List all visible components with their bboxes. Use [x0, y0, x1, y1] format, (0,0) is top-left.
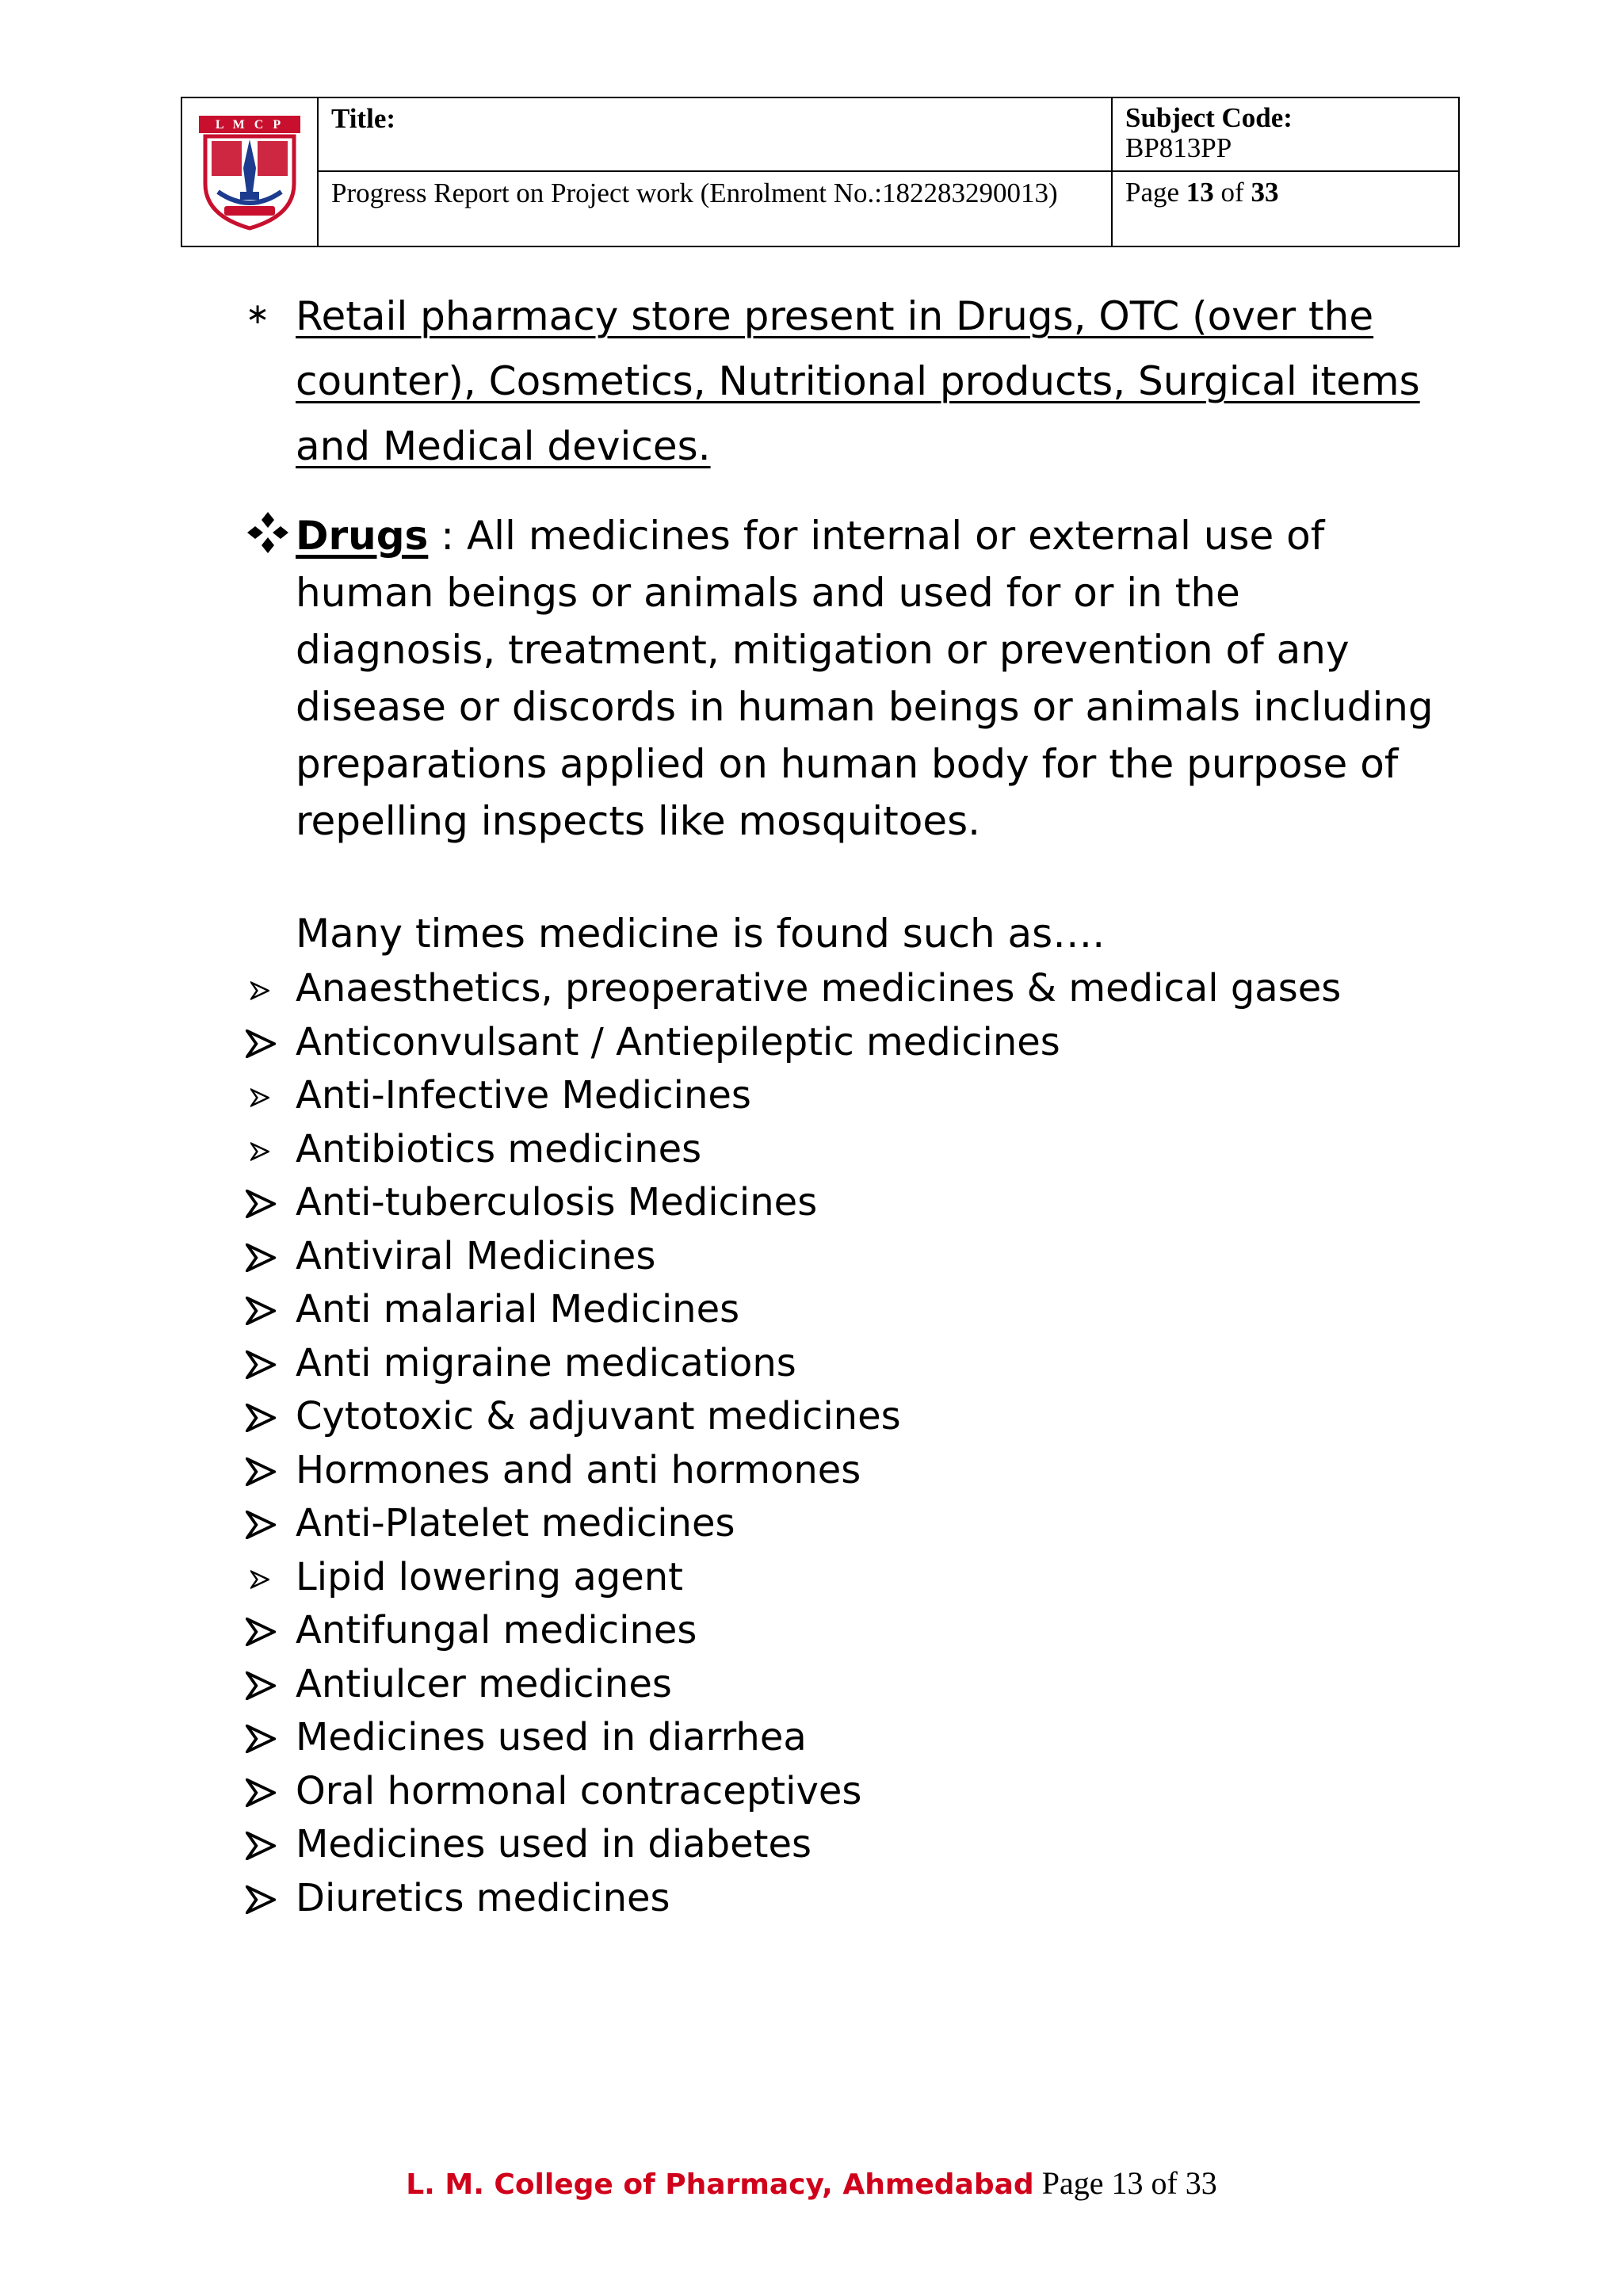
title-value: Progress Report on Project work (Enrolment No.:182283290013)	[331, 177, 1058, 208]
footer-college-name: L. M. College of Pharmacy, Ahmedabad	[406, 2168, 1034, 2201]
list-item: Anaesthetics, preoperative medicines & medical gases	[246, 962, 1434, 1016]
arrow-bullet-icon	[246, 1832, 276, 1860]
arrow-bullet-icon	[246, 1778, 276, 1807]
subject-code-label: Subject Code:	[1125, 102, 1293, 133]
arrow-bullet-icon	[246, 1297, 276, 1325]
title-label: Title:	[331, 103, 396, 134]
list-item: Antifungal medicines	[246, 1604, 1434, 1658]
title-label-cell	[318, 97, 1112, 171]
retail-note-text: Retail pharmacy store present in Drugs, OTC (over the counter), Cosmetics, Nutritional products, Surgical items and Medical devices.	[296, 293, 1420, 469]
page-footer	[0, 2164, 1623, 2205]
logo-cell	[181, 97, 318, 246]
subject-code-cell	[1112, 97, 1459, 171]
list-item: Anti-Infective Medicines	[246, 1069, 1434, 1123]
list-item: Lipid lowering agent	[246, 1551, 1434, 1605]
arrow-bullet-icon	[250, 1570, 269, 1589]
page-of: of	[1213, 176, 1251, 208]
arrow-bullet-icon	[246, 1618, 276, 1646]
lmcp-logo-icon	[194, 113, 305, 231]
list-item: Oral hormonal contraceptives	[246, 1765, 1434, 1819]
list-item: Anti malarial Medicines	[246, 1283, 1434, 1337]
list-item: Medicines used in diabetes	[246, 1818, 1434, 1872]
medicine-list	[246, 962, 1434, 1925]
page-total: 33	[1251, 176, 1279, 208]
arrow-bullet-icon	[250, 1142, 269, 1161]
drugs-term: Drugs	[296, 513, 429, 559]
arrow-bullet-icon	[250, 1088, 269, 1107]
list-item: Hormones and anti hormones	[246, 1444, 1434, 1498]
arrow-bullet-icon	[246, 1190, 276, 1218]
list-item: Anti migraine medications	[246, 1337, 1434, 1391]
asterisk-bullet-icon: ∗	[246, 298, 270, 330]
page-prefix: Page	[1125, 176, 1186, 208]
arrow-bullet-icon	[246, 1404, 276, 1432]
list-item: Cytotoxic & adjuvant medicines	[246, 1390, 1434, 1444]
list-item: Antiulcer medicines	[246, 1658, 1434, 1712]
diamond-bullet-icon	[246, 510, 290, 555]
footer-page-number: Page 13 of 33	[1033, 2165, 1217, 2201]
list-item: Anticonvulsant / Antiepileptic medicines	[246, 1016, 1434, 1070]
arrow-bullet-icon	[246, 1244, 276, 1272]
list-item: Diuretics medicines	[246, 1872, 1434, 1926]
arrow-bullet-icon	[250, 981, 269, 1000]
college-logo	[182, 98, 317, 246]
svg-text:L M C P: L M C P	[215, 118, 285, 132]
page-current: 13	[1186, 176, 1214, 208]
document-header	[181, 97, 1460, 247]
list-item: Anti-tuberculosis Medicines	[246, 1176, 1434, 1230]
arrow-bullet-icon	[246, 1725, 276, 1753]
arrow-bullet-icon	[246, 1350, 276, 1379]
header-page-number	[1113, 172, 1458, 210]
list-item: Medicines used in diarrhea	[246, 1711, 1434, 1765]
arrow-bullet-icon	[246, 1457, 276, 1486]
drugs-definition-text: : All medicines for internal or external use of human beings or animals and used for or in the diagnosis, treatment, mitigation or prevention of any disease or discords in human beings or animals including preparations applied on human body for the purpose of repelling inspects like mosquitoes.	[296, 513, 1434, 844]
arrow-bullet-icon	[246, 1030, 276, 1058]
title-value-cell	[318, 171, 1112, 246]
subject-code-value: BP813PP	[1125, 132, 1232, 163]
arrow-bullet-icon	[246, 1671, 276, 1700]
list-item: Antiviral Medicines	[246, 1230, 1434, 1284]
list-item: Antibiotics medicines	[246, 1123, 1434, 1177]
arrow-bullet-icon	[246, 1511, 276, 1539]
arrow-bullet-icon	[246, 1885, 276, 1914]
page-number-cell	[1112, 171, 1459, 246]
list-item: Anti-Platelet medicines	[246, 1497, 1434, 1551]
medicines-intro: Many times medicine is found such as….	[296, 911, 1106, 957]
